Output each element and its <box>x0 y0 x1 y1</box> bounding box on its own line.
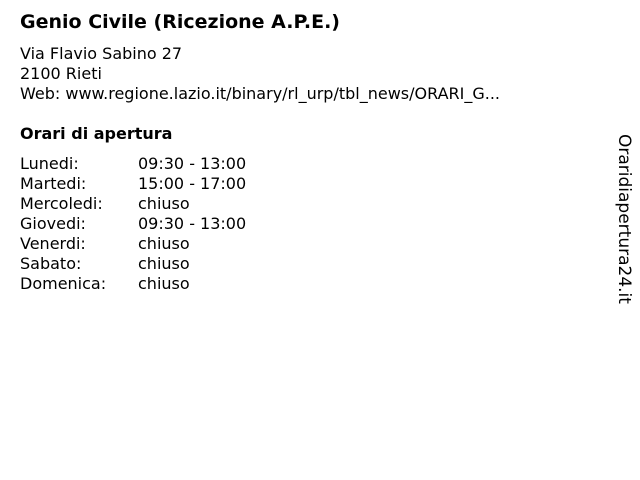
street-address: Via Flavio Sabino 27 <box>20 44 183 63</box>
day-label: Martedi: <box>20 174 87 193</box>
day-label: Giovedi: <box>20 214 86 233</box>
hours-value: 09:30 - 13:00 <box>138 154 247 173</box>
website-link[interactable]: Web: www.regione.lazio.it/binary/rl_urp/tbl_news/ORARI_G... <box>20 84 501 103</box>
day-label: Domenica: <box>20 274 107 293</box>
hours-value: chiuso <box>138 234 190 253</box>
hours-value: 09:30 - 13:00 <box>138 214 247 233</box>
hours-value: chiuso <box>138 274 190 293</box>
day-label: Sabato: <box>20 254 82 273</box>
hours-value: chiuso <box>138 254 190 273</box>
hours-value: chiuso <box>138 194 190 213</box>
site-watermark: Oraridiapertura24.it <box>614 134 634 304</box>
day-label: Lunedi: <box>20 154 79 173</box>
opening-hours-heading: Orari di apertura <box>20 124 173 143</box>
address-block <box>20 44 500 104</box>
hours-value: 15:00 - 17:00 <box>138 174 247 193</box>
day-label: Venerdi: <box>20 234 86 253</box>
city-address: 2100 Rieti <box>20 64 102 83</box>
business-title: Genio Civile (Ricezione A.P.E.) <box>20 11 340 33</box>
day-label: Mercoledi: <box>20 194 103 213</box>
